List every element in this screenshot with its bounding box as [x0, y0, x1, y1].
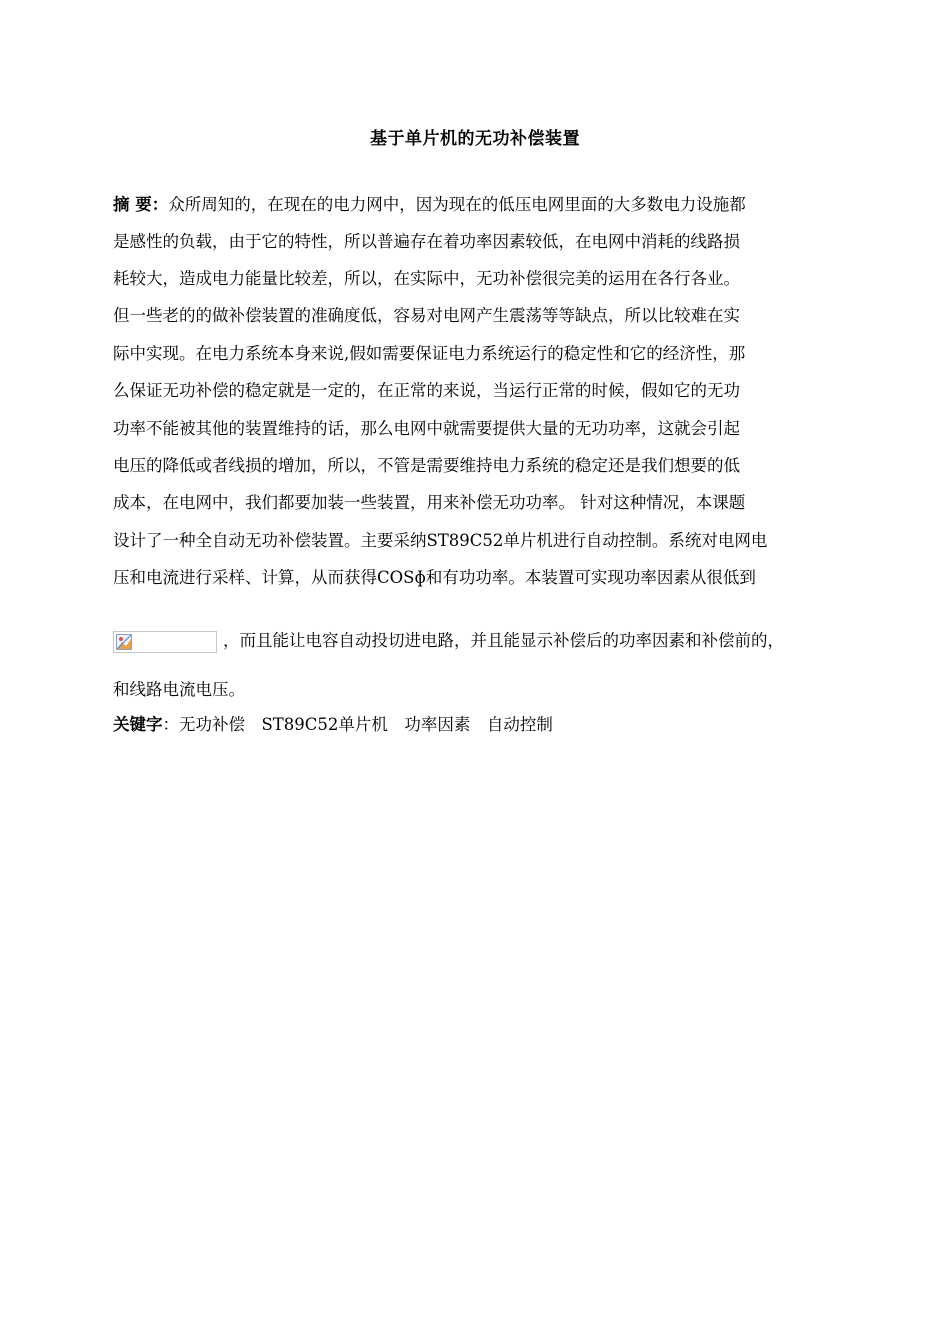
- abstract-line: 际中实现。在电力系统本身来说,假如需要保证电力系统运行的稳定性和它的经济性，那: [113, 344, 746, 363]
- broken-image: [113, 631, 217, 653]
- abstract-line: 压和电流进行采样、计算，从而获得COSɸ和有功功率。本装置可实现功率因素从很低到: [113, 568, 756, 587]
- broken-image-icon: [116, 634, 132, 650]
- abstract-line: 耗较大，造成电力能量比较差，所以，在实际中，无功补偿很完美的运用在各行各业。: [113, 269, 740, 288]
- abstract-line: 么保证无功补偿的稳定就是一定的，在正常的来说，当运行正常的时候，假如它的无功: [113, 381, 740, 400]
- abstract-line: 成本，在电网中，我们都要加装一些装置，用来补偿无功功率。 针对这种情况，本课题: [113, 493, 746, 512]
- abstract-line: 但一些老的的做补偿装置的准确度低，容易对电网产生震荡等等缺点，所以比较难在实: [113, 306, 740, 325]
- abstract-line: 设计了一种全自动无功补偿装置。主要采纳ST89C52单片机进行自动控制。系统对电网电: [113, 531, 768, 550]
- abstract-line: 功率不能被其他的装置维持的话，那么电网中就需要提供大量的无功功率，这就会引起: [113, 419, 740, 438]
- abstract-line: 和线路电流电压。: [113, 680, 245, 699]
- abstract-line-text: 众所周知的，在现在的电力网中，因为现在的低压电网里面的大多数电力设施都: [168, 195, 746, 214]
- keywords-text: 无功补偿 ST89C52单片机 功率因素 自动控制: [179, 715, 553, 734]
- abstract-line: [113, 193, 746, 217]
- keywords-line: [113, 713, 553, 737]
- keywords-colon: ：: [162, 715, 179, 734]
- abstract-line: 是感性的负载，由于它的特性，所以普遍存在着功率因素较低，在电网中消耗的线路损: [113, 232, 740, 251]
- abstract-line: 电压的降低或者线损的增加，所以，不管是需要维持电力系统的稳定还是我们想要的低: [113, 456, 740, 475]
- document-title: 基于单片机的无功补偿装置: [370, 129, 580, 149]
- abstract-label: 摘 要：: [113, 195, 169, 214]
- abstract-line-text: ，而且能让电容自动投切进电路，并且能显示补偿后的功率因素和补偿前的，: [223, 631, 784, 650]
- abstract-line-with-image: [113, 629, 784, 653]
- keywords-label: 关键字: [113, 715, 163, 734]
